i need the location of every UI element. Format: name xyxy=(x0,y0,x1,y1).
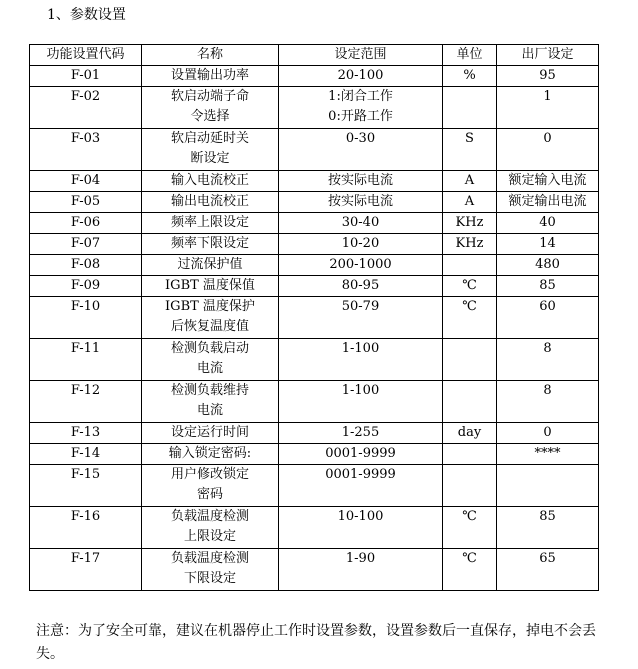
cell-range-line: 1:闭合工作 xyxy=(328,89,393,104)
cell-range xyxy=(279,66,443,87)
cell-name-line: 频率上限设定 xyxy=(170,215,249,230)
cell-name-line: 电流 xyxy=(196,403,223,418)
table-row xyxy=(30,213,599,234)
cell-name-line: 频率下限设定 xyxy=(170,236,249,251)
cell-name-line: 下限设定 xyxy=(183,571,236,586)
cell-default: 85 xyxy=(497,507,599,549)
parameter-table xyxy=(29,44,599,591)
cell-range xyxy=(279,507,443,549)
cell-range xyxy=(279,423,443,444)
cell-code: F-10 xyxy=(30,297,142,339)
cell-range-line: 按实际电流 xyxy=(327,173,393,188)
cell-code: F-04 xyxy=(30,171,142,192)
cell-range xyxy=(279,171,443,192)
header-default: 出厂设定 xyxy=(497,45,599,66)
cell-name-line: 输出电流校正 xyxy=(170,194,249,209)
cell-name xyxy=(142,66,279,87)
cell-default: 40 xyxy=(497,213,599,234)
table-header-row xyxy=(30,45,599,66)
header-code: 功能设置代码 xyxy=(30,45,142,66)
cell-unit: S xyxy=(443,129,497,171)
cell-default: 0 xyxy=(497,423,599,444)
cell-name xyxy=(142,549,279,591)
table-row xyxy=(30,339,599,381)
table-row xyxy=(30,276,599,297)
cell-unit: ℃ xyxy=(443,549,497,591)
cell-unit: A xyxy=(443,192,497,213)
cell-name xyxy=(142,87,279,129)
cell-name-line: 检测负载维持 xyxy=(170,383,249,398)
cell-default: 0 xyxy=(497,129,599,171)
cell-range xyxy=(279,339,443,381)
cell-range-line: 0001-9999 xyxy=(325,446,396,461)
cell-range-line: 0:开路工作 xyxy=(328,109,393,124)
cell-name xyxy=(142,339,279,381)
cell-name-line: 输入锁定密码: xyxy=(168,446,252,461)
cell-name xyxy=(142,213,279,234)
cell-code: F-11 xyxy=(30,339,142,381)
cell-code: F-01 xyxy=(30,66,142,87)
cell-unit xyxy=(443,444,497,465)
table-row xyxy=(30,87,599,129)
cell-name xyxy=(142,255,279,276)
cell-default: 8 xyxy=(497,381,599,423)
cell-unit: % xyxy=(443,66,497,87)
cell-range xyxy=(279,276,443,297)
cell-range xyxy=(279,255,443,276)
cell-name-line: 过流保护值 xyxy=(177,257,243,272)
cell-name-line: IGBT 温度保护 xyxy=(165,299,255,314)
table-row xyxy=(30,66,599,87)
cell-unit xyxy=(443,255,497,276)
cell-range xyxy=(279,381,443,423)
cell-range xyxy=(279,129,443,171)
cell-range-line: 80-95 xyxy=(341,278,380,293)
table-row xyxy=(30,171,599,192)
cell-name xyxy=(142,507,279,549)
cell-name xyxy=(142,192,279,213)
cell-default: 14 xyxy=(497,234,599,255)
cell-unit: ℃ xyxy=(443,297,497,339)
cell-unit xyxy=(443,465,497,507)
cell-code: F-16 xyxy=(30,507,142,549)
table-row xyxy=(30,255,599,276)
cell-name xyxy=(142,423,279,444)
cell-unit xyxy=(443,87,497,129)
cell-default: 额定输出电流 xyxy=(497,192,599,213)
cell-name xyxy=(142,297,279,339)
table-row xyxy=(30,129,599,171)
cell-name xyxy=(142,171,279,192)
cell-code: F-07 xyxy=(30,234,142,255)
cell-default: 95 xyxy=(497,66,599,87)
cell-range xyxy=(279,192,443,213)
cell-name xyxy=(142,129,279,171)
cell-range-line: 20-100 xyxy=(337,68,384,83)
cell-default: 480 xyxy=(497,255,599,276)
cell-name-line: 软启动延时关 xyxy=(170,131,249,146)
table-row xyxy=(30,297,599,339)
cell-code: F-12 xyxy=(30,381,142,423)
cell-range-line: 按实际电流 xyxy=(327,194,393,209)
cell-name-line: 负载温度检测 xyxy=(170,551,249,566)
cell-range xyxy=(279,87,443,129)
cell-name-line: 上限设定 xyxy=(183,529,236,544)
cell-code: F-02 xyxy=(30,87,142,129)
cell-name-line: 电流 xyxy=(196,361,223,376)
cell-unit: ℃ xyxy=(443,276,497,297)
cell-range xyxy=(279,549,443,591)
cell-range xyxy=(279,297,443,339)
cell-name-line: 输入电流校正 xyxy=(170,173,249,188)
cell-code: F-06 xyxy=(30,213,142,234)
header-name: 名称 xyxy=(142,45,279,66)
cell-default: 额定输入电流 xyxy=(497,171,599,192)
cell-range-line: 200-1000 xyxy=(329,257,392,272)
table-row xyxy=(30,549,599,591)
cell-range-line: 50-79 xyxy=(341,299,380,314)
cell-name xyxy=(142,276,279,297)
header-unit: 单位 xyxy=(443,45,497,66)
cell-range-line: 30-40 xyxy=(341,215,380,230)
cell-range xyxy=(279,213,443,234)
cell-default xyxy=(497,465,599,507)
cell-default: 1 xyxy=(497,87,599,129)
table-body xyxy=(30,66,599,591)
cell-name-line: 检测负载启动 xyxy=(170,341,249,356)
table-row xyxy=(30,192,599,213)
cell-name xyxy=(142,381,279,423)
table-row xyxy=(30,423,599,444)
cell-name-line: 设定运行时间 xyxy=(170,425,249,440)
cell-default: 8 xyxy=(497,339,599,381)
cell-name-line: IGBT 温度保值 xyxy=(165,278,255,293)
cell-name-line: 设置输出功率 xyxy=(170,68,249,83)
cell-unit: KHz xyxy=(443,234,497,255)
cell-name-line: 令选择 xyxy=(190,109,230,124)
cell-code: F-05 xyxy=(30,192,142,213)
cell-name-line: 负载温度检测 xyxy=(170,509,249,524)
cell-default: 65 xyxy=(497,549,599,591)
cell-range-line: 1-255 xyxy=(341,425,380,440)
cell-unit xyxy=(443,381,497,423)
cell-code: F-14 xyxy=(30,444,142,465)
cell-range-line: 1-100 xyxy=(341,383,380,398)
cell-range-line: 10-100 xyxy=(337,509,384,524)
cell-name xyxy=(142,444,279,465)
table-row xyxy=(30,381,599,423)
cell-code: F-17 xyxy=(30,549,142,591)
cell-range-line: 0001-9999 xyxy=(325,467,396,482)
cell-range-line: 1-100 xyxy=(341,341,380,356)
header-range: 设定范围 xyxy=(279,45,443,66)
table-row xyxy=(30,444,599,465)
cell-default: 60 xyxy=(497,297,599,339)
cell-unit: KHz xyxy=(443,213,497,234)
cell-name xyxy=(142,465,279,507)
cell-name-line: 用户修改锁定 xyxy=(170,467,249,482)
cell-range-line: 0-30 xyxy=(345,131,376,146)
cell-range xyxy=(279,444,443,465)
section-heading: 1、参数设置 xyxy=(47,7,126,23)
cell-name-line: 密码 xyxy=(196,487,223,502)
cell-unit: day xyxy=(443,423,497,444)
cell-range xyxy=(279,234,443,255)
note-text: 注意：为了安全可靠，建议在机器停止工作时设置参数，设置参数后一直保存，掉电不会丢失。 xyxy=(36,623,596,662)
cell-name-line: 软启动端子命 xyxy=(170,89,249,104)
table-row xyxy=(30,507,599,549)
cell-unit: A xyxy=(443,171,497,192)
cell-code: F-03 xyxy=(30,129,142,171)
cell-range xyxy=(279,465,443,507)
cell-default: **** xyxy=(497,444,599,465)
cell-code: F-09 xyxy=(30,276,142,297)
table-row xyxy=(30,465,599,507)
cell-default: 85 xyxy=(497,276,599,297)
cell-name-line: 断设定 xyxy=(190,151,230,166)
table-row xyxy=(30,234,599,255)
cell-range-line: 1-90 xyxy=(345,551,376,566)
cell-range-line: 10-20 xyxy=(341,236,380,251)
cell-unit xyxy=(443,339,497,381)
cell-code: F-08 xyxy=(30,255,142,276)
cell-code: F-13 xyxy=(30,423,142,444)
cell-code: F-15 xyxy=(30,465,142,507)
cell-unit: ℃ xyxy=(443,507,497,549)
cell-name xyxy=(142,234,279,255)
cell-name-line: 后恢复温度值 xyxy=(170,319,249,334)
